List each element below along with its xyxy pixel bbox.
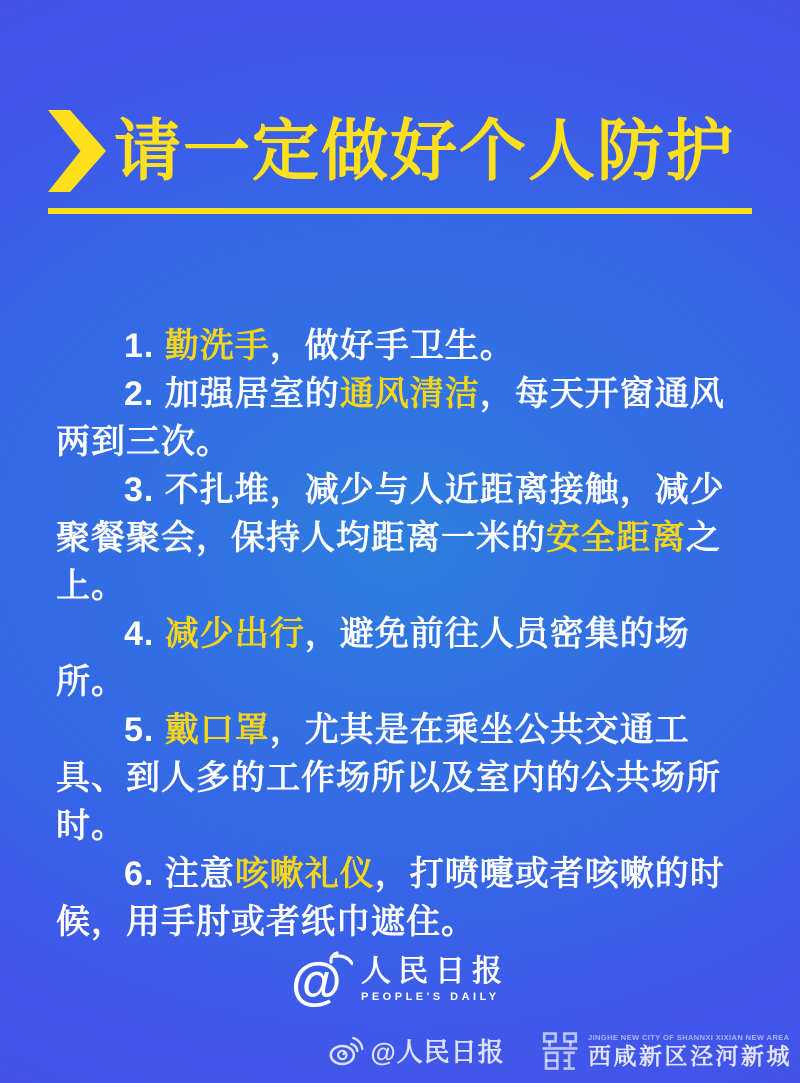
watermark-handle: @人民日报 [370,1037,505,1067]
sound-waves-icon [327,946,353,970]
list-item [56,706,750,850]
item-text: ，打喷嚏或者咳嗽的时候，用手肘或者纸巾遮住。 [56,855,725,941]
item-highlight: 减少出行 [164,615,305,653]
item-text: ，每天开窗通风两到三次。 [56,375,725,461]
list-item [56,322,750,370]
corner-name-cn: 西咸新区泾河新城 [588,1043,792,1070]
logo-chinese-text: 人民日报 [361,954,509,988]
item-text: ，尤其是在乘坐公共交通工具、到人多的工作场所以及室内的公共场所时。 [56,711,721,845]
at-megaphone-icon [291,948,351,1010]
list-item [56,610,750,706]
item-text: 3. 不扎堆，减少与人近距离接触，减少聚餐聚会，保持人均距离一米的 [56,471,725,557]
item-text: ，避免前往人员密集的场所。 [56,615,690,701]
weibo-icon [329,1036,363,1066]
item-text: 5. [124,711,165,749]
title-block [48,110,752,214]
weibo-watermark [329,1032,504,1069]
title-underline [48,208,752,214]
item-text: 之上。 [56,519,721,605]
item-text: 1. [124,327,165,365]
item-highlight: 安全距离 [546,519,686,557]
peoples-daily-logo [0,948,800,1010]
item-text: 4. [124,615,165,653]
item-text: 2. 加强居室的 [124,375,340,413]
item-highlight: 勤洗手 [164,327,270,365]
jinghe-corner-brand [539,1029,792,1073]
logo-english-text: PEOPLE'S DAILY [361,991,500,1004]
corner-text [588,1033,792,1068]
title-row [48,110,752,192]
jinghe-seal-icon [539,1029,581,1073]
item-text: 6. 注意 [124,855,235,893]
item-text: ，做好手卫生。 [269,327,515,365]
item-highlight: 戴口罩 [164,711,270,749]
page-title: 请一定做好个人防护 [114,113,735,189]
peoples-daily-wordmark [361,955,509,1004]
at-glyph: @ [291,953,342,1011]
list-item [56,850,750,946]
list-item [56,466,750,610]
corner-caption-en: JINGHE NEW CITY OF SHANNXI XIXIAN NEW AREA [588,1033,790,1043]
chevron-right-icon [48,110,106,192]
list-item [56,370,750,466]
protection-tips-list [56,322,750,946]
item-highlight: 通风清洁 [339,375,480,413]
item-highlight: 咳嗽礼仪 [234,855,375,893]
